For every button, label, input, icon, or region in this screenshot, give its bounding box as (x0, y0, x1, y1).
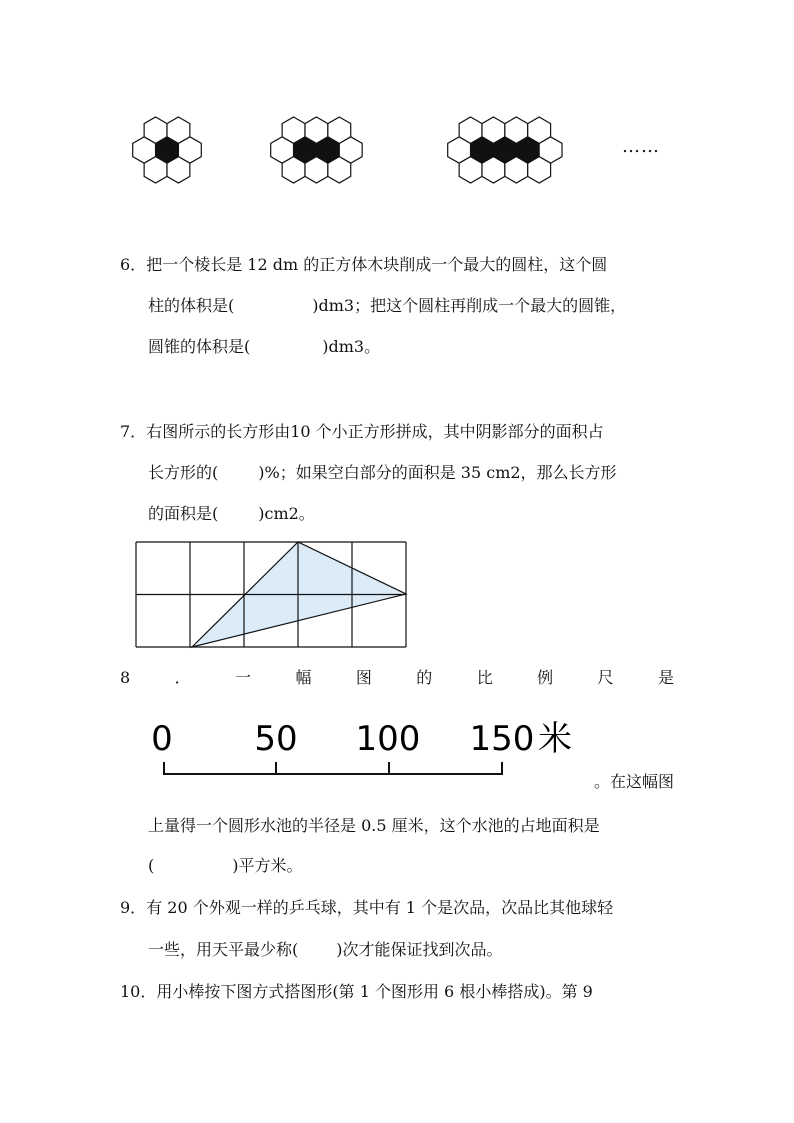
q9-text2a: 一些，用天平最少称( (148, 940, 299, 959)
hexagon (305, 117, 328, 143)
q6-text2a: 柱的体积是( (148, 296, 235, 315)
q6-text1: 把一个棱长是 12 dm 的正方体木块削成一个最大的圆柱，这个圆 (146, 255, 608, 274)
scale-tick-label-100: 100 (355, 719, 421, 759)
q8-text3a: ( (148, 856, 155, 875)
scale-line (164, 762, 502, 774)
hexagon (282, 117, 305, 143)
q8-char: 图 (355, 668, 372, 687)
q7-text2b: )%；如果空白部分的面积是 35 cm2，那么长方形 (258, 463, 617, 482)
q9-text1: 有 20 个外观一样的乒乓球，其中有 1 个是次品，次品比其他球轻 (146, 898, 614, 917)
q10-line1 (120, 982, 593, 1002)
q7-text1: 右图所示的长方形由10 个小正方形拼成，其中阴影部分的面积占 (146, 422, 604, 441)
hexagon (144, 117, 167, 143)
hexagon (505, 117, 528, 143)
q6-text3a: 圆锥的体积是( (148, 337, 251, 356)
q8-after-scale: 。在这幅图 (594, 772, 675, 791)
grid-lines (136, 542, 406, 647)
q9-line2 (148, 940, 503, 960)
hexagon (459, 117, 482, 143)
q8-char: ． (174, 668, 191, 687)
q7-line3 (148, 504, 315, 524)
q7-line1 (120, 422, 604, 442)
q6-text3b: )dm3。 (322, 337, 381, 356)
q8-char: 尺 (597, 668, 614, 687)
q8-char: 比 (476, 668, 493, 687)
hexagon-figures (0, 0, 794, 220)
scale-tick-label-0: 0 (151, 719, 173, 759)
q7-text3b: )cm2。 (258, 504, 315, 523)
q8-char: 8 (120, 668, 131, 687)
hexagon (167, 117, 190, 143)
hexagon (167, 157, 190, 183)
scale-bar (140, 712, 600, 782)
q10-text1: 用小棒按下图方式搭图形(第 1 个图形用 6 根小棒搭成)。第 9 (156, 982, 593, 1001)
q6-text2b: )dm3；把这个圆柱再削成一个最大的圆锥， (312, 296, 627, 315)
q8-spread-line (120, 668, 674, 688)
q9-number: 9． (120, 898, 147, 917)
q9-text2b: )次才能保证找到次品。 (336, 940, 503, 959)
hexagon (305, 157, 328, 183)
scale-tick-label-50: 50 (254, 719, 298, 759)
hexagon-group (133, 117, 562, 183)
q8-char: 例 (537, 668, 554, 687)
q6-line3 (148, 337, 380, 357)
q7-line2 (148, 463, 617, 483)
scale-unit-label: 米 (538, 719, 572, 759)
continuation-dots: …… (622, 136, 660, 157)
q6-number: 6． (120, 255, 147, 274)
hexagon (328, 157, 351, 183)
hexagon (482, 117, 505, 143)
q8-char: 幅 (295, 668, 312, 687)
hexagon (505, 157, 528, 183)
q6-line2 (148, 296, 626, 316)
hexagon (328, 117, 351, 143)
hexagon (282, 157, 305, 183)
hexagon (459, 157, 482, 183)
hexagon (482, 157, 505, 183)
q8-text3b: )平方米。 (232, 856, 303, 875)
q6-line1 (120, 255, 607, 275)
hexagon (528, 117, 551, 143)
q8-char: 的 (416, 668, 433, 687)
q10-number: 10． (120, 982, 157, 1001)
rectangle-grid-figure (130, 536, 415, 654)
q8-line2: 上量得一个圆形水池的半径是 0.5 厘米，这个水池的占地面积是 (148, 816, 600, 835)
scale-tick-label-150: 150 (469, 719, 535, 759)
q7-text2a: 长方形的( (148, 463, 219, 482)
q7-number: 7． (120, 422, 147, 441)
q8-char: 是 (657, 668, 674, 687)
hexagon (528, 157, 551, 183)
q7-text3a: 的面积是( (148, 504, 219, 523)
q8-char: 一 (235, 668, 252, 687)
q9-line1 (120, 898, 613, 918)
hexagon (144, 157, 167, 183)
q8-line3 (148, 856, 303, 876)
